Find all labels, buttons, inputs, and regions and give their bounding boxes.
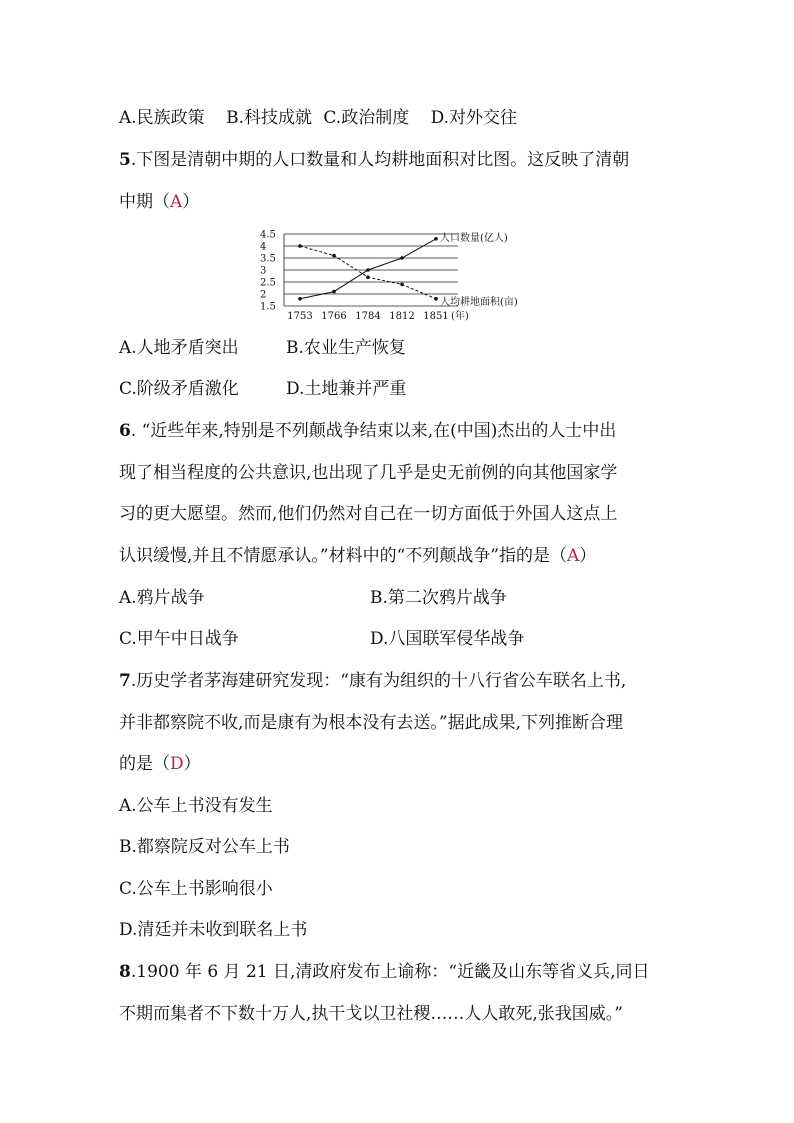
q6-stem-line4 xyxy=(119,544,596,568)
chart-series-labels xyxy=(440,231,518,308)
y-tick-label: 2.5 xyxy=(260,277,276,289)
q7-stem-line3 xyxy=(119,752,201,776)
x-tick-label: 1753 xyxy=(287,311,313,322)
population-farmland-chart xyxy=(258,226,520,322)
x-tick-label: 1851 xyxy=(423,311,449,322)
q6-option-c[interactable]: C.甲午中日战争 xyxy=(119,629,239,649)
q6-stem-line2: 现了相当程度的公共意识,也出现了几乎是史无前例的向其他国家学 xyxy=(119,463,618,483)
q7-option-b[interactable]: B.都察院反对公车上书 xyxy=(119,837,290,857)
q5-stem-close: ） xyxy=(182,192,200,212)
q6-stem-text1: . “近些年来,特别是不列颠战争结束以来,在(中国)杰出的人士中出 xyxy=(130,421,617,441)
series-point xyxy=(434,297,438,301)
q7-option-d[interactable]: D.清廷并未收到联名上书 xyxy=(119,920,308,940)
q6-option-a[interactable]: A.鸦片战争 xyxy=(119,588,205,608)
y-tick-label: 1.5 xyxy=(260,301,276,313)
q6-number: 6 xyxy=(119,421,131,441)
q4-options xyxy=(119,106,517,130)
series-point xyxy=(434,237,438,241)
q5-stem-line2 xyxy=(119,190,199,214)
y-tick-label: 2 xyxy=(260,289,267,301)
q6-option-b[interactable]: B.第二次鸦片战争 xyxy=(370,588,507,608)
series-label: 人均耕地面积(亩) xyxy=(440,296,518,308)
series-point xyxy=(332,254,336,258)
q6-stem-line1 xyxy=(119,419,616,443)
q4-option-d[interactable]: D.对外交往 xyxy=(430,108,518,128)
q8-stem-line1 xyxy=(119,960,649,984)
q5-answer: A xyxy=(170,192,183,212)
q6-option-d[interactable]: D.八国联军侵华战争 xyxy=(370,629,525,649)
q7-stem-line1 xyxy=(119,669,626,693)
y-tick-label: 4 xyxy=(260,241,267,253)
y-tick-label: 3.5 xyxy=(260,253,276,265)
q4-option-b[interactable]: B.科技成就 xyxy=(226,108,312,128)
q7-option-c[interactable]: C.公车上书影响很小 xyxy=(119,879,273,899)
chart-grid xyxy=(284,234,458,306)
series-point xyxy=(298,297,302,301)
q5-stem-line1 xyxy=(119,148,629,172)
q6-stem-line3: 习的更大愿望。然而,他们仍然对自己在一切方面低于外国人这点上 xyxy=(119,504,618,524)
q7-stem-text1: .历史学者茅海建研究发现：“康有为组织的十八行省公车联名上书, xyxy=(130,671,627,691)
series-point xyxy=(366,268,370,272)
q5-stem-text1: .下图是清朝中期的人口数量和人均耕地面积对比图。这反映了清朝 xyxy=(130,150,630,170)
q6-stem-text4: 认识缓慢,并且不情愿承认。”材料中的“不列颠战争”指的是（ xyxy=(119,546,567,566)
q5-stem-text2: 中期（ xyxy=(119,192,170,212)
x-tick-label: 1784 xyxy=(355,311,381,322)
q8-stem-line2: 不期而集者不下数十万人,执干戈以卫社稷……人人敢死,张我国威。” xyxy=(119,1004,623,1024)
series-label: 人口数量(亿人) xyxy=(440,232,508,244)
q7-answer: D xyxy=(170,754,184,774)
q7-number: 7 xyxy=(119,671,131,691)
q4-option-a[interactable]: A.民族政策 xyxy=(119,108,205,128)
q5-option-c[interactable]: C.阶级矛盾激化 xyxy=(119,379,239,399)
series-line-2 xyxy=(300,246,436,299)
series-point xyxy=(298,244,302,248)
y-tick-label: 4.5 xyxy=(260,229,276,241)
series-point xyxy=(400,256,404,260)
q6-stem-close: ） xyxy=(579,546,597,566)
q4-option-c[interactable]: C.政治制度 xyxy=(323,108,410,128)
x-tick-label: 1766 xyxy=(321,311,347,322)
q7-stem-line2: 并非都察院不收,而是康有为根本没有去送。”据此成果,下列推断合理 xyxy=(119,713,623,733)
q7-stem-close: ） xyxy=(183,754,201,774)
q7-option-a[interactable]: A.公车上书没有发生 xyxy=(119,796,273,816)
series-point xyxy=(332,290,336,294)
q5-option-a[interactable]: A.人地矛盾突出 xyxy=(119,338,239,358)
q7-stem-text3: 的是（ xyxy=(119,754,170,774)
q5-option-d[interactable]: D.土地兼并严重 xyxy=(286,379,407,399)
x-tick-label: 1812 xyxy=(389,311,415,322)
q5-option-b[interactable]: B.农业生产恢复 xyxy=(286,338,406,358)
series-point xyxy=(366,275,370,279)
chart-x-ticks xyxy=(287,309,469,322)
series-point xyxy=(400,283,404,287)
q5-number: 5 xyxy=(119,150,131,170)
y-tick-label: 3 xyxy=(260,265,267,277)
chart-y-ticks xyxy=(260,230,276,313)
chart-series xyxy=(298,237,438,301)
q6-answer: A xyxy=(566,546,580,566)
x-axis-unit: (年) xyxy=(451,311,469,322)
q8-number: 8 xyxy=(119,962,131,982)
q8-stem-text1: .1900 年 6 月 21 日,清政府发布上谕称：“近畿及山东等省义兵,同日 xyxy=(130,962,650,982)
